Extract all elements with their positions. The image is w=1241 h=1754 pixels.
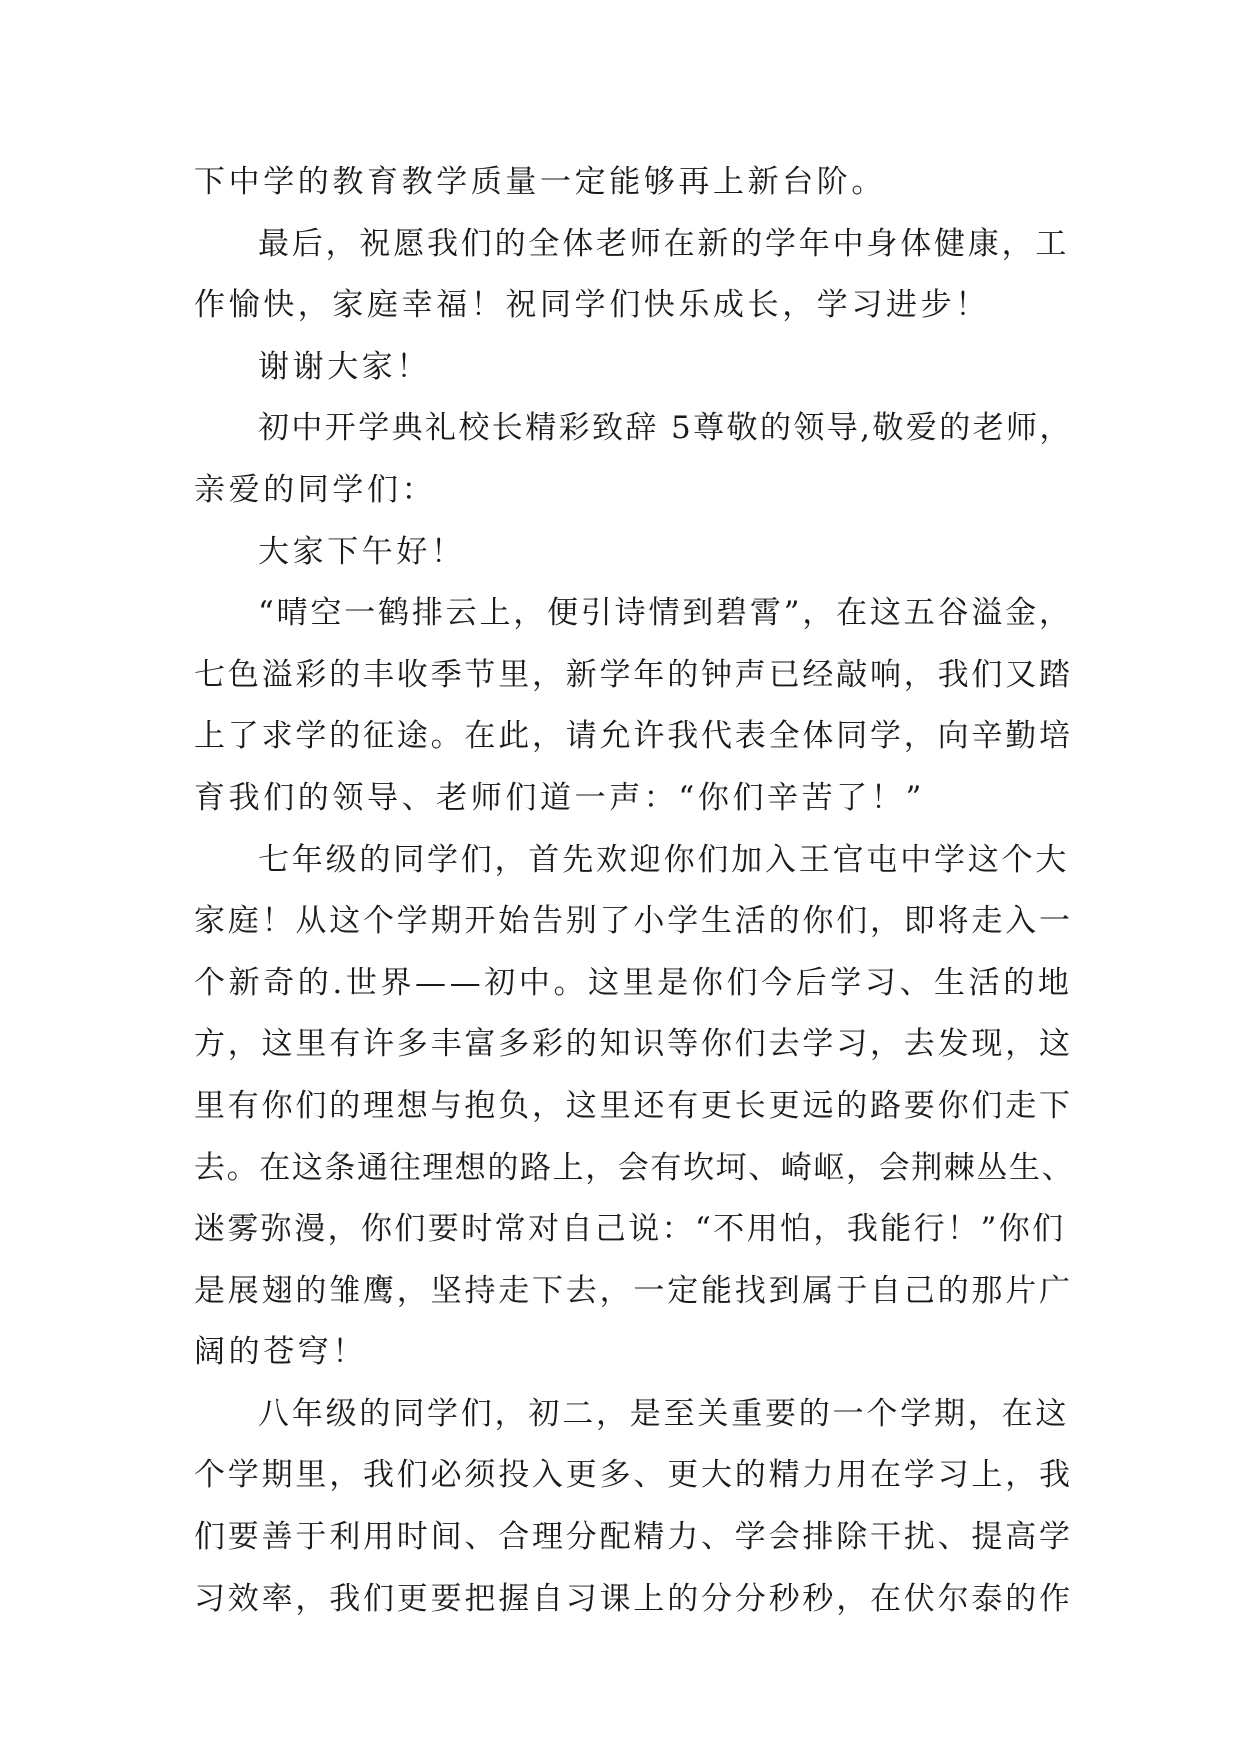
- text-line: “晴空一鹤排云上，便引诗情到碧霄”，在这五谷溢金，: [258, 595, 1073, 632]
- text-line: 们要善于利用时间、合理分配精力、学会排除干扰、提高学: [194, 1519, 1073, 1556]
- text-line: 是展翅的雏鹰，坚持走下去，一定能找到属于自己的那片广: [194, 1272, 1073, 1309]
- text-line: 迷雾弥漫，你们要时常对自己说：“不用怕，我能行！”你们: [194, 1211, 1066, 1248]
- text-line: 上了求学的征途。在此，请允许我代表全体同学，向辛勤培: [194, 718, 1073, 755]
- text-line: 个学期里，我们必须投入更多、更大的精力用在学习上，我: [194, 1457, 1073, 1494]
- body-text: [194, 152, 1074, 1630]
- text-line: 大家下午好！: [258, 533, 466, 570]
- text-line: 八年级的同学们，初二，是至关重要的一个学期，在这: [258, 1395, 1070, 1432]
- text-line: 去。在这条通往理想的路上，会有坎坷、崎岖，会荆棘丛生、: [194, 1149, 1075, 1186]
- text-line: 下中学的教育教学质量一定能够再上新台阶。: [194, 164, 886, 200]
- text-line: 家庭！从这个学期开始告别了小学生活的你们，即将走入一: [194, 903, 1073, 940]
- text-line: 七色溢彩的丰收季节里，新学年的钟声已经敲响，我们又踏: [194, 656, 1073, 693]
- text-line: 谢谢大家！: [258, 348, 431, 385]
- text-line: 七年级的同学们，首先欢迎你们加入王官屯中学这个大: [258, 841, 1070, 878]
- text-line: 作愉快，家庭幸福！祝同学们快乐成长，学习进步！: [194, 287, 990, 324]
- text-line: 个新奇的.世界——初中。这里是你们今后学习、生活的地: [194, 964, 1073, 1001]
- text-line: 方，这里有许多丰富多彩的知识等你们去学习，去发现，这: [194, 1026, 1073, 1063]
- text-line: 亲爱的同学们：: [194, 471, 437, 508]
- text-line: 习效率，我们更要把握自习课上的分分秒秒，在伏尔泰的作: [194, 1580, 1073, 1617]
- text-line: 初中开学典礼校长精彩致辞 5尊敬的领导,敬爱的老师，: [258, 410, 1073, 447]
- text-line: 最后，祝愿我们的全体老师在新的学年中身体健康，工: [258, 225, 1070, 262]
- text-line: 里有你们的理想与抱负，这里还有更长更远的路要你们走下: [194, 1087, 1073, 1124]
- text-line: 育我们的领导、老师们道一声：“你们辛苦了！”: [194, 779, 925, 816]
- text-line: 阔的苍穹！: [194, 1334, 367, 1371]
